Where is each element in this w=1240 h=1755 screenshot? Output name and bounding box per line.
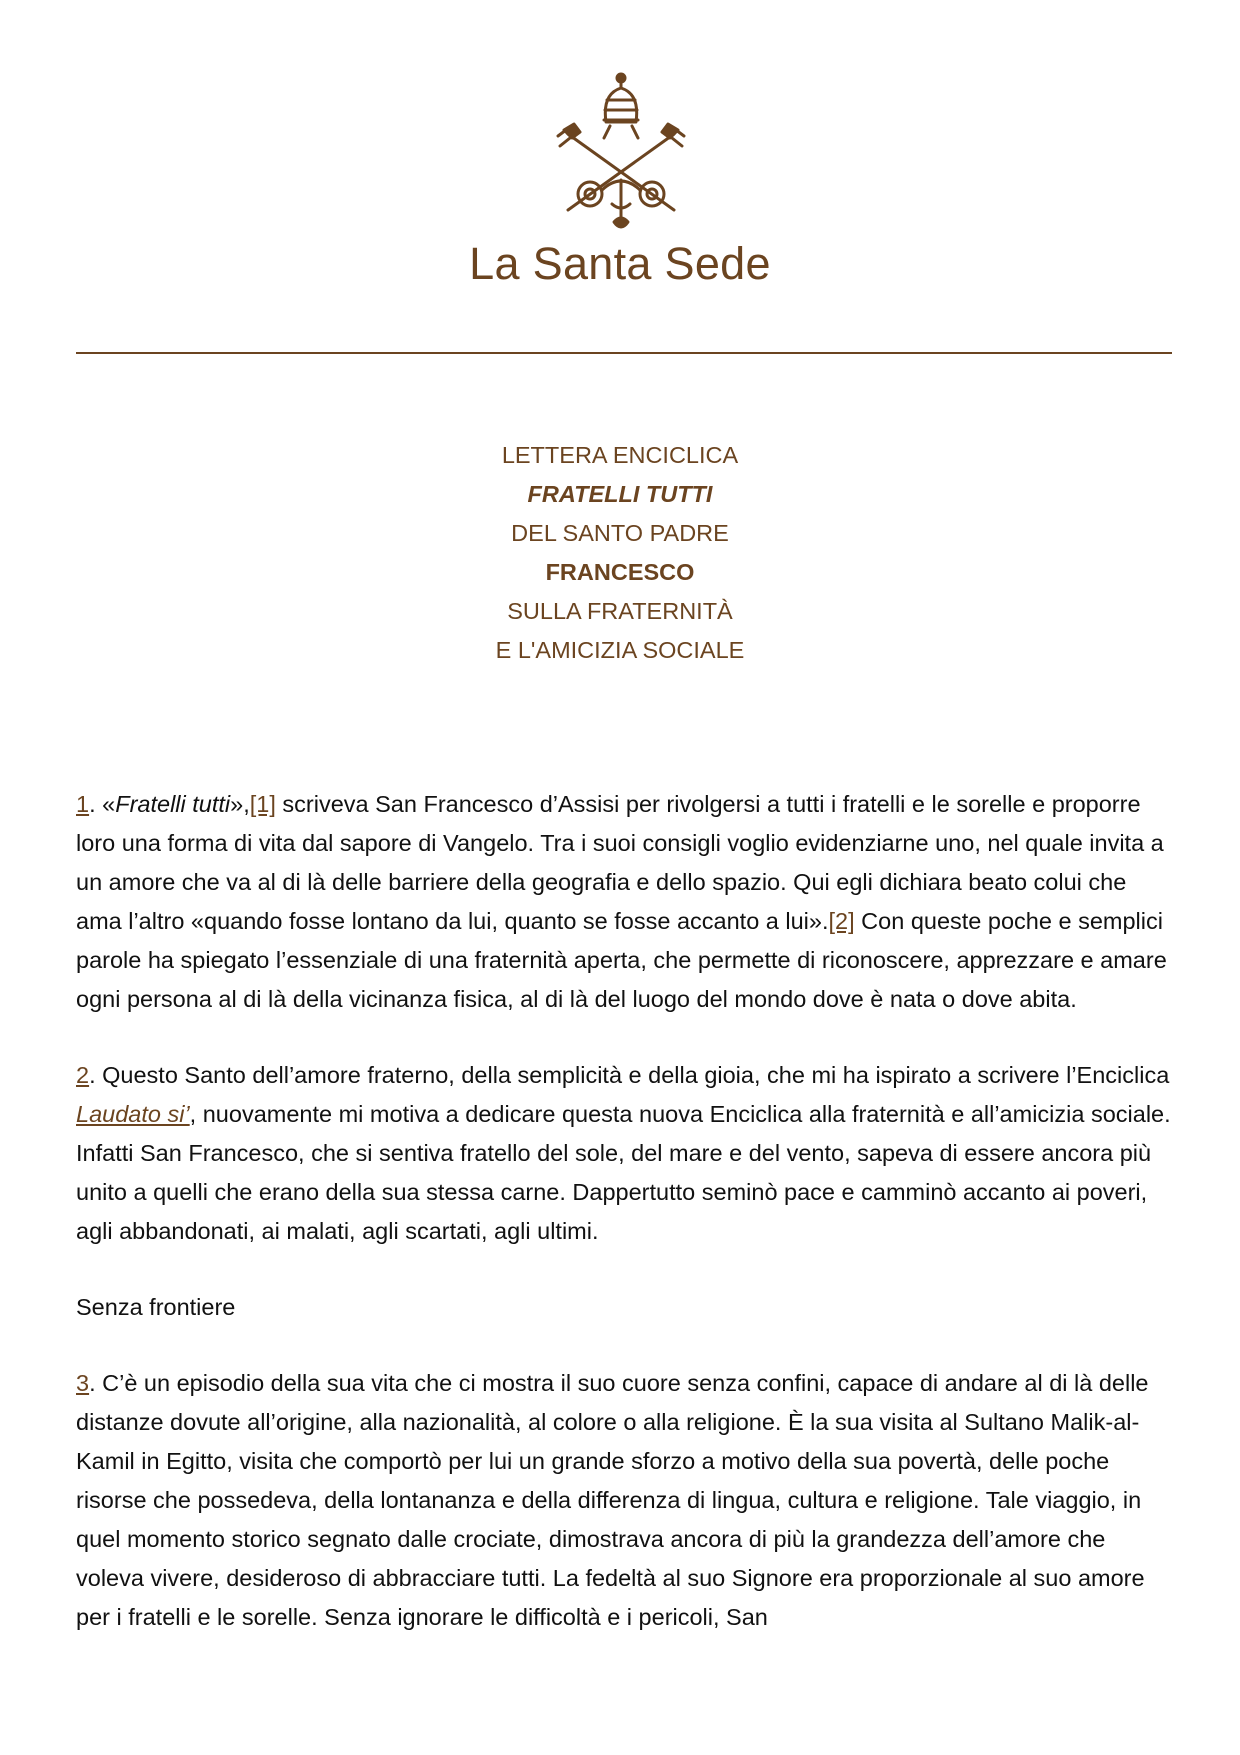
heading-title: FRATELLI TUTTI (527, 481, 713, 507)
paragraph-2 (76, 1056, 1176, 1251)
heading-type: LETTERA ENCICLICA (501, 442, 739, 468)
paragraph-number-link-1[interactable]: 1 (76, 791, 90, 817)
paragraph-3 (76, 1364, 1176, 1637)
paragraph-1-text-b: Con queste poche e semplici parole ha spiegato l’essenziale di una fraternità aperta, che permette di riconoscere, apprezzare e amare ogni persona al di là della vicinanza fisica, al di là del luogo del mondo dove è nata o dove abita. (76, 908, 1167, 1012)
paragraph-1-close-quote: », (230, 791, 250, 817)
paragraph-2-text-b: , nuovamente mi motiva a dedicare questa nuova Enciclica alla fraternità e all’amicizia sociale. Infatti San Francesco, che si sentiva fratello del sole, del mare e del vento, sapeva di essere ancora più unito a quelli che erano della sua stessa carne. Dappertutto seminò pace e camminò accanto ai poveri, agli abbandonati, ai malati, agli scartati, agli ultimi. (76, 1101, 1171, 1244)
heading-subject-1: SULLA FRATERNITÀ (507, 598, 733, 624)
holy-see-coat-of-arms-icon (550, 72, 692, 232)
paragraph-1-italic-title: Fratelli tutti (115, 791, 231, 817)
laudato-si-link[interactable]: Laudato si’ (76, 1101, 190, 1127)
paragraph-number-link-3[interactable]: 3 (76, 1370, 90, 1396)
paragraph-1-text-a: scriveva San Francesco d’Assisi per rivolgersi a tutti i fratelli e le sorelle e proporre loro una forma di vita dal sapore di Vangelo. Tra i suoi consigli voglio evidenziarne uno, nel quale invita a un amore che va al di là delle barriere della geografia e dello spazio. Qui egli dichiara beato colui che ama l’altro «quando fosse lontano da lui, quanto se fosse accanto a lui». (76, 791, 1164, 934)
paragraph-3-text: . C’è un episodio della sua vita che ci mostra il suo cuore senza confini, capace di andare al di là delle distanze dovute all’origine, alla nazionalità, al colore o alla religione. È la sua visita al Sultano Malik-al-Kamil in Egitto, visita che comportò per lui un grande sforzo a motivo della sua povertà, delle poche risorse che possedeva, della lontananza e della differenza di lingua, cultura e religione. Tale viaggio, in quel momento storico segnato dalle crociate, dimostrava ancora di più la grandezza dell’amore che voleva vivere, desideroso di abbracciare tutti. La fedeltà al suo Signore era proporzionale al suo amore per i fratelli e le sorelle. Senza ignorare le difficoltà e i pericoli, San (76, 1370, 1149, 1630)
footnote-link-2[interactable]: [2] (828, 908, 855, 934)
site-title: La Santa Sede (469, 238, 771, 289)
heading-subject-2: E L'AMICIZIA SOCIALE (495, 637, 745, 663)
heading-author-prefix: DEL SANTO PADRE (511, 520, 729, 546)
section-title: Senza frontiere (76, 1294, 236, 1320)
paragraph-number-link-2[interactable]: 2 (76, 1062, 90, 1088)
document-heading (0, 436, 1240, 670)
heading-author: FRANCESCO (545, 559, 695, 585)
paragraph-2-text-a: . Questo Santo dell’amore fraterno, della semplicità e della gioia, che mi ha ispirato a scrivere l’Enciclica (89, 1062, 1170, 1088)
paragraph-1 (76, 785, 1176, 1019)
document-body (76, 785, 1176, 1674)
footnote-link-1[interactable]: [1] (249, 791, 276, 817)
header-divider (76, 352, 1172, 354)
paragraph-1-open-quote: . « (89, 791, 116, 817)
